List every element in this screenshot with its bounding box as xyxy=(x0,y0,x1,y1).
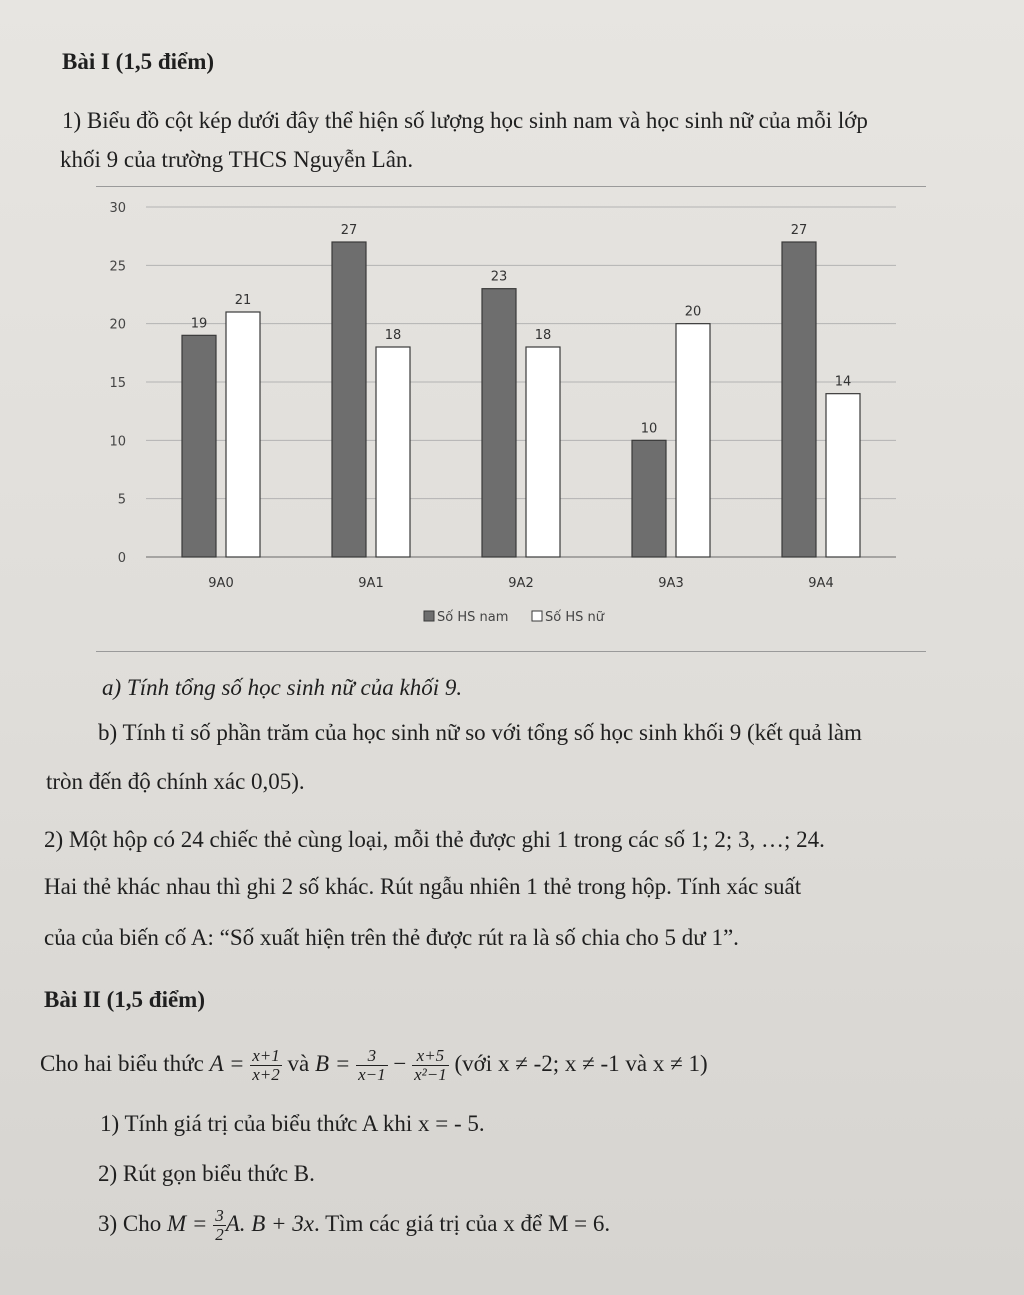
bar-nam xyxy=(332,242,366,557)
q3-fraction xyxy=(213,1207,226,1244)
a-label: A = xyxy=(209,1051,245,1076)
b2-denominator: x²−1 xyxy=(414,1065,447,1085)
x-tick-label: 9A2 xyxy=(508,576,534,591)
legend-label-nu: Số HS nữ xyxy=(545,610,604,625)
a-denominator: x+2 xyxy=(252,1065,280,1085)
q3-numerator: 3 xyxy=(215,1206,224,1226)
bar-nam xyxy=(782,242,816,557)
bai1-question-b-line2: tròn đến độ chính xác 0,05). xyxy=(46,769,305,794)
b1-fraction xyxy=(356,1047,388,1084)
bai1-question-a: a) Tính tổng số học sinh nữ của khối 9. xyxy=(102,675,463,700)
data-label: 18 xyxy=(534,328,552,343)
bar-nu xyxy=(526,347,560,557)
bai1-q2-line2: Hai thẻ khác nhau thì ghi 2 số khác. Rút ngẫu nhiên 1 thẻ trong hộp. Tính xác suất xyxy=(44,874,802,899)
data-label: 23 xyxy=(490,269,508,285)
data-label: 20 xyxy=(684,304,702,320)
q3-prefix: 3) Cho xyxy=(98,1211,162,1236)
bar-nam xyxy=(482,289,516,557)
bar-chart-frame xyxy=(96,186,926,652)
minus-sign: − xyxy=(393,1051,407,1076)
y-tick-label: 10 xyxy=(109,434,126,450)
intro-prefix: Cho hai biểu thức xyxy=(40,1051,204,1076)
bai1-question-b-line1: b) Tính tỉ số phần trăm của học sinh nữ so với tổng số học sinh khối 9 (kết quả làm xyxy=(98,720,862,745)
bai2-q1: 1) Tính giá trị của biểu thức A khi x = - 5. xyxy=(100,1111,485,1136)
q3-denominator: 2 xyxy=(215,1225,224,1245)
bar-nu xyxy=(376,347,410,557)
a-fraction xyxy=(250,1047,282,1084)
bai1-q1-line1: 1) Biểu đồ cột kép dưới đây thể hiện số lượng học sinh nam và học sinh nữ của mỗi lớp xyxy=(62,108,868,133)
bai2-intro xyxy=(40,1040,708,1088)
b1-denominator: x−1 xyxy=(358,1065,386,1085)
x-tick-label: 9A0 xyxy=(208,576,234,591)
y-tick-label: 30 xyxy=(109,201,126,216)
a-numerator: x+1 xyxy=(252,1046,280,1066)
bai1-heading: Bài I (1,5 điểm) xyxy=(62,49,215,74)
data-label: 27 xyxy=(340,223,358,238)
legend-swatch-nam xyxy=(424,611,434,621)
data-label: 19 xyxy=(190,316,208,332)
bar-chart xyxy=(96,187,926,651)
bai2-q2: 2) Rút gọn biểu thức B. xyxy=(98,1161,315,1186)
condition: (với x ≠ -2; x ≠ -1 và x ≠ 1) xyxy=(454,1051,708,1076)
data-label: 18 xyxy=(384,328,402,343)
data-label: 21 xyxy=(234,293,252,308)
bar-nam xyxy=(632,440,666,557)
bar-nam xyxy=(182,335,216,557)
b-label: B = xyxy=(315,1051,351,1076)
bai1-q2-line1: 2) Một hộp có 24 chiếc thẻ cùng loại, mỗi thẻ được ghi 1 trong các số 1; 2; 3, …; 24. xyxy=(44,827,825,852)
bai1-q2-line3: của của biến cố A: “Số xuất hiện trên thẻ được rút ra là số chia cho 5 dư 1”. xyxy=(44,925,739,950)
y-tick-label: 15 xyxy=(109,376,126,391)
y-tick-label: 0 xyxy=(117,551,126,566)
y-tick-label: 20 xyxy=(109,317,126,333)
b2-numerator: x+5 xyxy=(412,1047,449,1066)
data-label: 27 xyxy=(790,223,808,238)
bar-nu xyxy=(226,312,260,557)
and-word: và xyxy=(287,1051,310,1076)
bar-nu xyxy=(826,394,860,557)
data-label: 14 xyxy=(834,374,852,390)
y-tick-label: 5 xyxy=(117,492,126,508)
bar-nu xyxy=(676,324,710,557)
y-tick-label: 25 xyxy=(109,259,126,275)
legend-label-nam: Số HS nam xyxy=(437,610,509,625)
b2-fraction xyxy=(412,1047,449,1084)
q3-m-label: M = xyxy=(167,1211,208,1236)
b1-numerator: 3 xyxy=(356,1047,388,1066)
q3-suffix: . Tìm các giá trị của x để M = 6. xyxy=(314,1211,611,1236)
q3-expression: A. B + 3x xyxy=(225,1211,315,1236)
x-tick-label: 9A4 xyxy=(808,576,834,591)
bai1-q1-line2: khối 9 của trường THCS Nguyễn Lân. xyxy=(60,147,414,172)
data-label: 10 xyxy=(640,421,658,437)
x-tick-label: 9A1 xyxy=(358,576,384,591)
bai2-heading: Bài II (1,5 điểm) xyxy=(44,987,205,1012)
x-tick-label: 9A3 xyxy=(658,576,684,591)
legend-swatch-nu xyxy=(532,611,542,621)
bai2-q3 xyxy=(98,1200,610,1248)
